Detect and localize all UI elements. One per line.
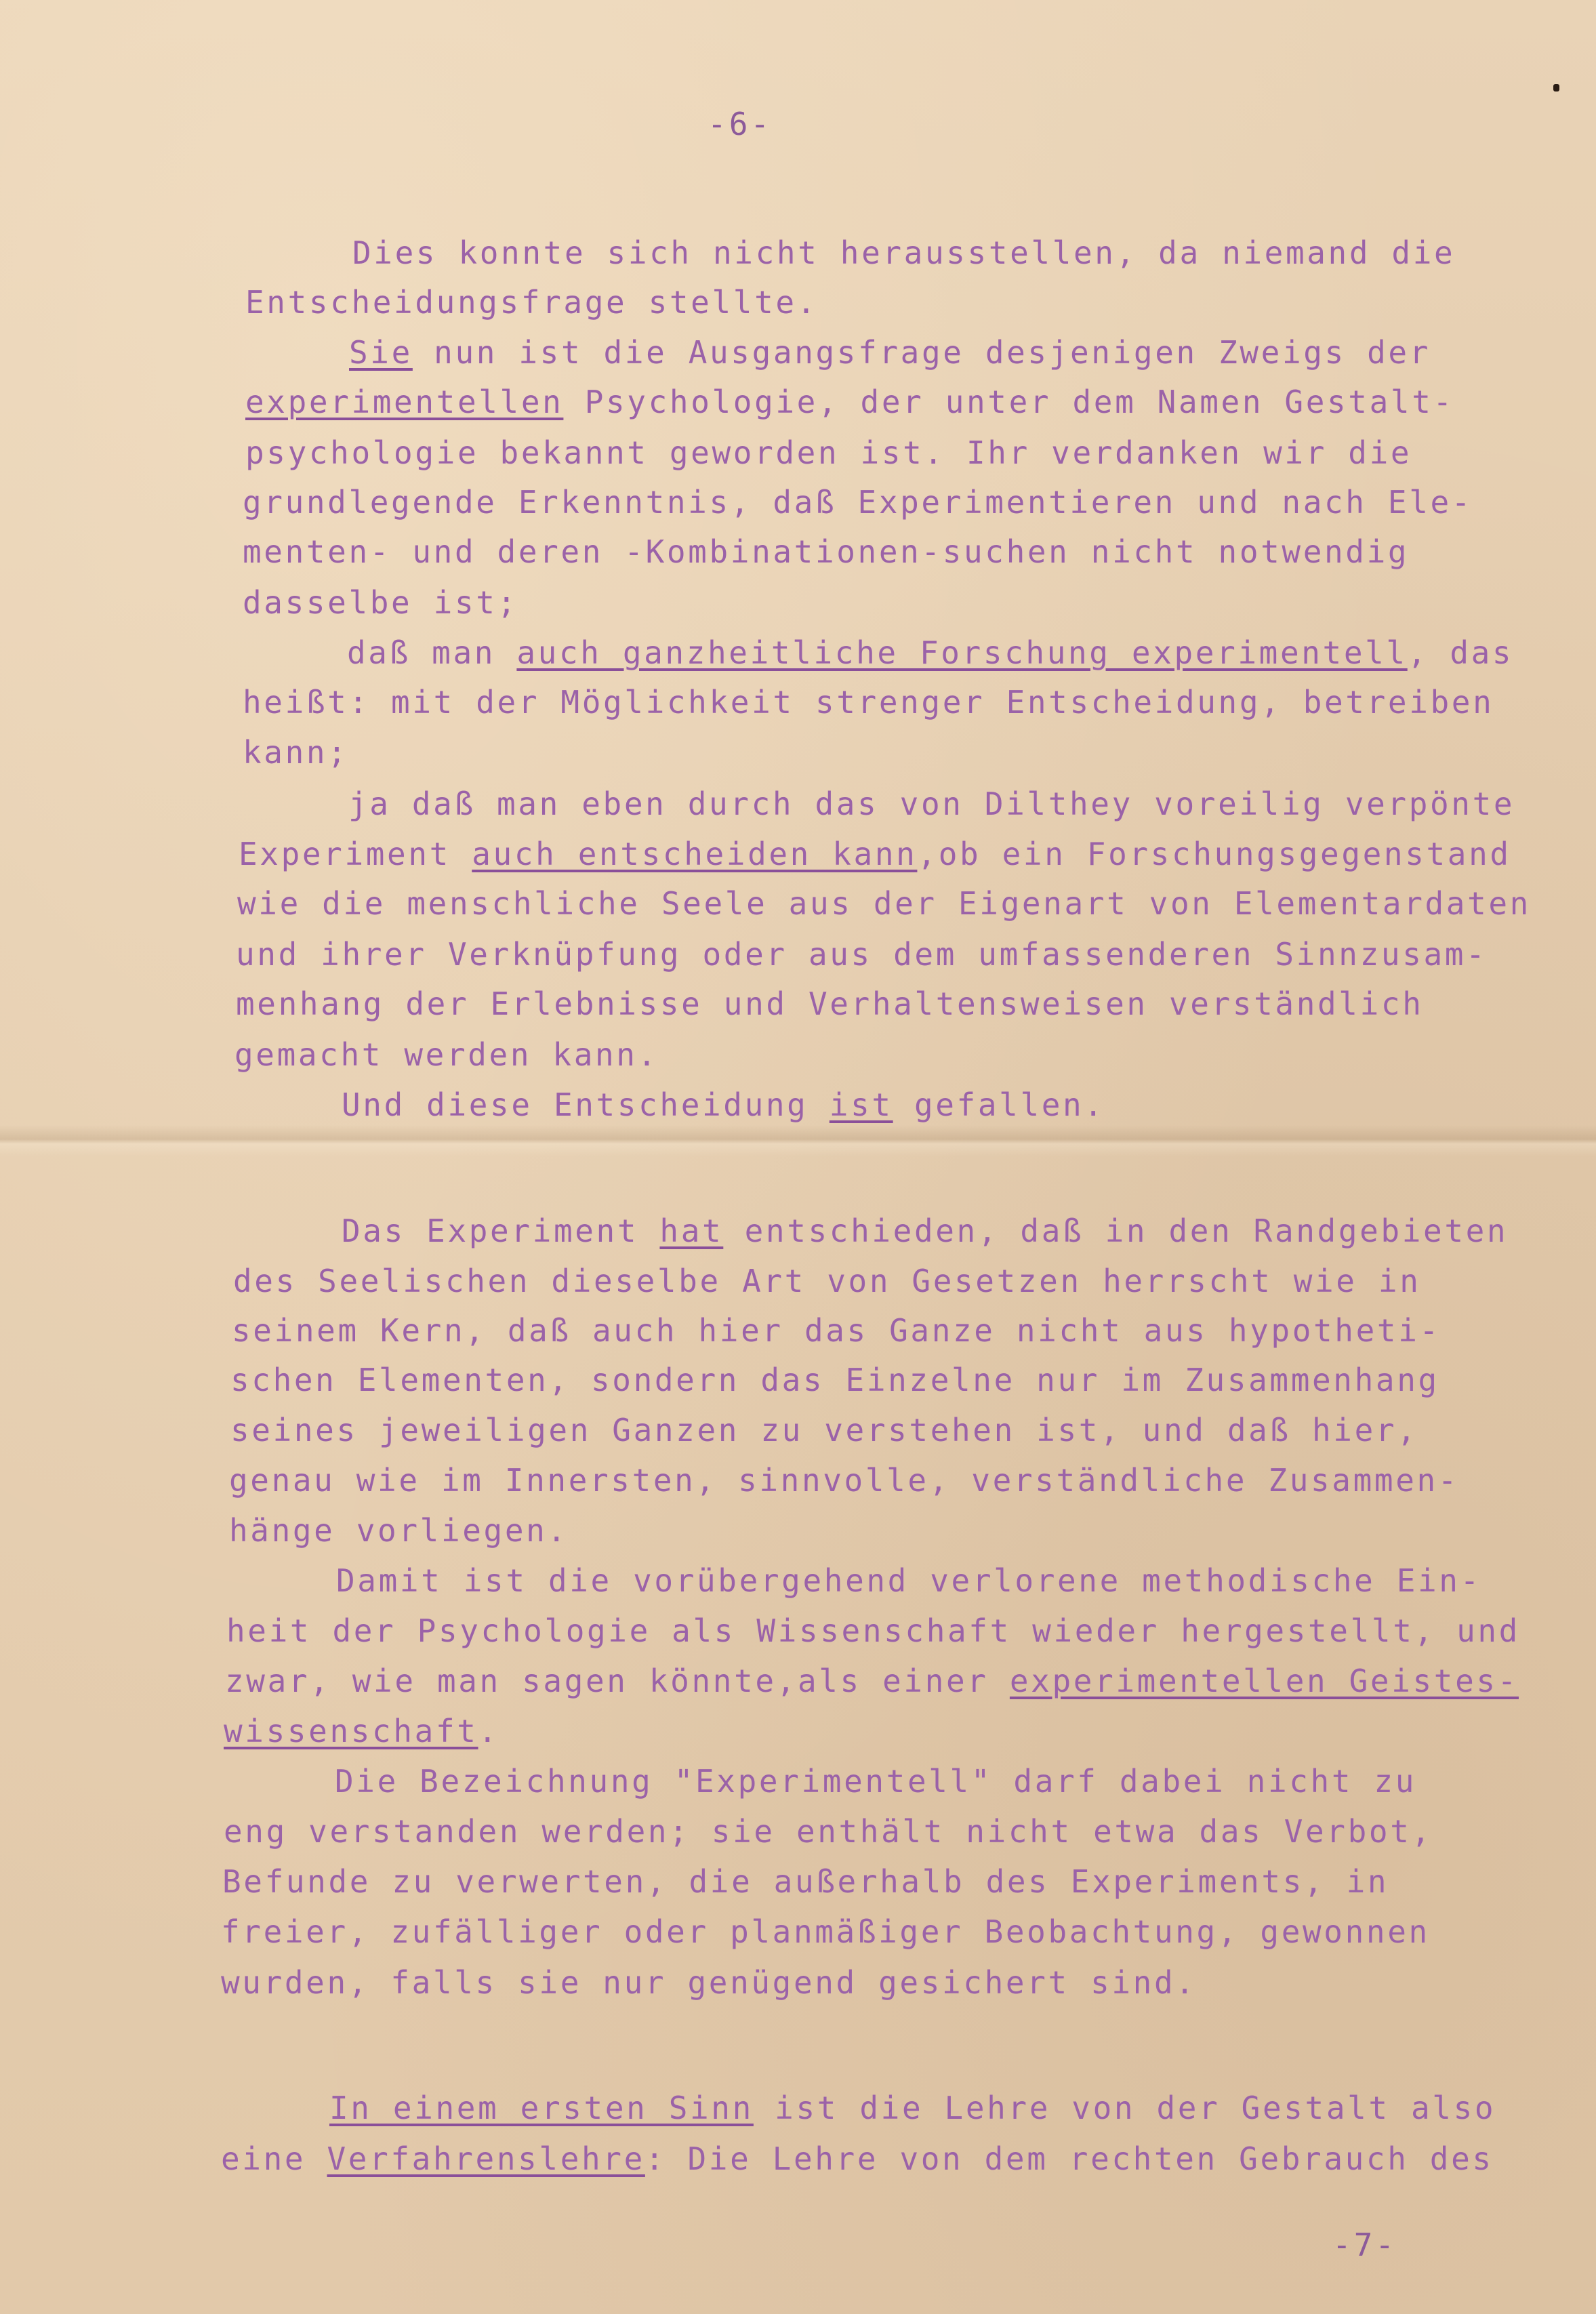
text-segment: seinem Kern, daß auch hier das Ganze nicht aus hypotheti- <box>232 1312 1441 1349</box>
underlined-phrase: Sie <box>349 334 413 371</box>
text-line <box>245 434 1412 472</box>
page-number-bottom: -7- <box>1332 2227 1397 2263</box>
text-segment: freier, zufälliger oder planmäßiger Beobachtung, gewonnen <box>221 1913 1430 1950</box>
paper-fold-crease <box>0 1125 1596 1156</box>
text-line <box>221 2140 1494 2178</box>
text-line <box>342 1212 1508 1250</box>
underlined-phrase: experimentellen Geistes- <box>1009 1663 1519 1699</box>
text-segment: ja daß man eben durch das von Dilthey voreilig verpönte <box>348 786 1515 822</box>
underlined-phrase: experimentellen <box>245 384 564 420</box>
text-line <box>234 1036 659 1074</box>
ink-speck <box>1553 84 1559 92</box>
text-line <box>233 1262 1420 1300</box>
text-segment: Experiment <box>239 836 472 872</box>
text-line <box>348 785 1515 823</box>
text-segment: und ihrer Verknüpfung oder aus dem umfassenderen Sinnzusam- <box>236 936 1488 973</box>
text-segment: heißt: mit der Möglichkeit strenger Entscheidung, betreiben <box>243 684 1494 720</box>
text-segment: psychologie bekannt geworden ist. Ihr verdanken wir die <box>245 434 1412 471</box>
text-segment: Dies konnte sich nicht herausstellen, da niemand die <box>352 235 1456 271</box>
text-segment: gefallen. <box>893 1087 1105 1123</box>
text-segment: kann; <box>243 734 349 771</box>
text-line <box>236 935 1487 973</box>
text-line <box>221 1964 1197 2002</box>
text-line <box>243 533 1409 571</box>
text-segment: ,ob ein Forschungsgegenstand <box>917 836 1511 872</box>
text-segment: Die Bezeichnung "Experimentell" darf dabei nicht zu <box>335 1763 1417 1800</box>
text-line <box>229 1461 1459 1499</box>
text-segment: des Seelischen dieselbe Art von Gesetzen herrscht wie in <box>233 1263 1421 1299</box>
text-line <box>342 1086 1105 1124</box>
text-line <box>349 333 1431 371</box>
text-segment: wie die menschliche Seele aus der Eigenart von Elementardaten <box>237 885 1531 922</box>
text-line <box>352 234 1455 272</box>
text-line <box>224 1812 1433 1850</box>
text-line <box>232 1312 1441 1349</box>
text-line <box>239 835 1511 873</box>
text-line <box>243 584 518 622</box>
text-segment: ist die Lehre von der Gestalt also <box>753 2090 1496 2126</box>
text-line <box>245 283 818 321</box>
text-segment: entschieden, daß in den Randgebieten <box>723 1213 1509 1249</box>
text-line <box>230 1361 1439 1399</box>
text-line <box>335 1762 1416 1800</box>
underlined-phrase: wissenschaft <box>224 1713 478 1749</box>
text-line <box>329 2089 1496 2127</box>
text-segment: wurden, falls sie nur genügend gesichert sind. <box>221 1964 1197 2001</box>
text-line <box>236 985 1423 1023</box>
text-segment: Und diese Entscheidung <box>342 1087 830 1123</box>
text-segment: heit der Psychologie als Wissenschaft wieder hergestellt, und <box>226 1612 1520 1649</box>
text-segment: schen Elementen, sondern das Einzelne nur im Zusammenhang <box>230 1362 1439 1398</box>
text-segment: Psychologie, der unter dem Namen Gestalt- <box>563 384 1454 420</box>
text-line <box>347 634 1513 672</box>
text-line <box>243 683 1494 721</box>
page-number-top: -6- <box>708 106 773 142</box>
text-segment: seines jeweiligen Ganzen zu verstehen ist, und daß hier, <box>230 1412 1418 1448</box>
text-line <box>245 383 1454 421</box>
text-segment: Das Experiment <box>342 1213 660 1249</box>
text-line <box>224 1712 499 1750</box>
text-segment: hänge vorliegen. <box>229 1512 569 1549</box>
text-line <box>243 483 1473 521</box>
text-segment: Befunde zu verwerten, die außerhalb des Experiments, in <box>222 1863 1389 1900</box>
underlined-phrase: ist <box>829 1087 893 1123</box>
text-line <box>225 1662 1519 1700</box>
text-line <box>222 1863 1389 1901</box>
text-segment: menten- und deren -Kombinationen-suchen nicht notwendig <box>243 533 1410 570</box>
underlined-phrase: Verfahrenslehre <box>327 2140 645 2177</box>
underlined-phrase: auch ganzheitliche Forschung experimentell <box>516 634 1408 671</box>
text-segment: : Die Lehre von dem rechten Gebrauch des <box>644 2140 1494 2177</box>
text-segment: gemacht werden kann. <box>234 1036 659 1073</box>
text-line <box>336 1562 1481 1600</box>
text-line <box>221 1913 1430 1951</box>
text-line <box>226 1612 1520 1650</box>
text-segment: , das <box>1407 634 1514 671</box>
text-segment: . <box>478 1713 499 1749</box>
text-segment: grundlegende Erkenntnis, daß Experimentieren und nach Ele- <box>243 484 1473 521</box>
text-segment: eng verstanden werden; sie enthält nicht etwa das Verbot, <box>224 1813 1433 1850</box>
text-segment: daß man <box>347 634 517 671</box>
text-segment: Entscheidungsfrage stellte. <box>245 284 818 321</box>
text-segment: Damit ist die vorübergehend verlorene methodische Ein- <box>336 1562 1481 1599</box>
underlined-phrase: auch entscheiden kann <box>472 836 918 872</box>
text-segment: zwar, wie man sagen könnte,als einer <box>225 1663 1010 1699</box>
text-line <box>237 885 1531 922</box>
text-line <box>243 733 348 771</box>
text-segment: dasselbe ist; <box>243 584 518 621</box>
text-segment: genau wie im Innersten, sinnvolle, verständliche Zusammen- <box>229 1462 1460 1499</box>
underlined-phrase: hat <box>659 1213 724 1249</box>
text-segment: nun ist die Ausgangsfrage desjenigen Zweigs der <box>412 334 1431 371</box>
text-line <box>229 1511 569 1549</box>
text-line <box>230 1411 1418 1449</box>
underlined-phrase: In einem ersten Sinn <box>329 2090 754 2126</box>
text-segment: menhang der Erlebnisse und Verhaltensweisen verständlich <box>236 986 1424 1022</box>
text-segment: eine <box>221 2140 327 2177</box>
